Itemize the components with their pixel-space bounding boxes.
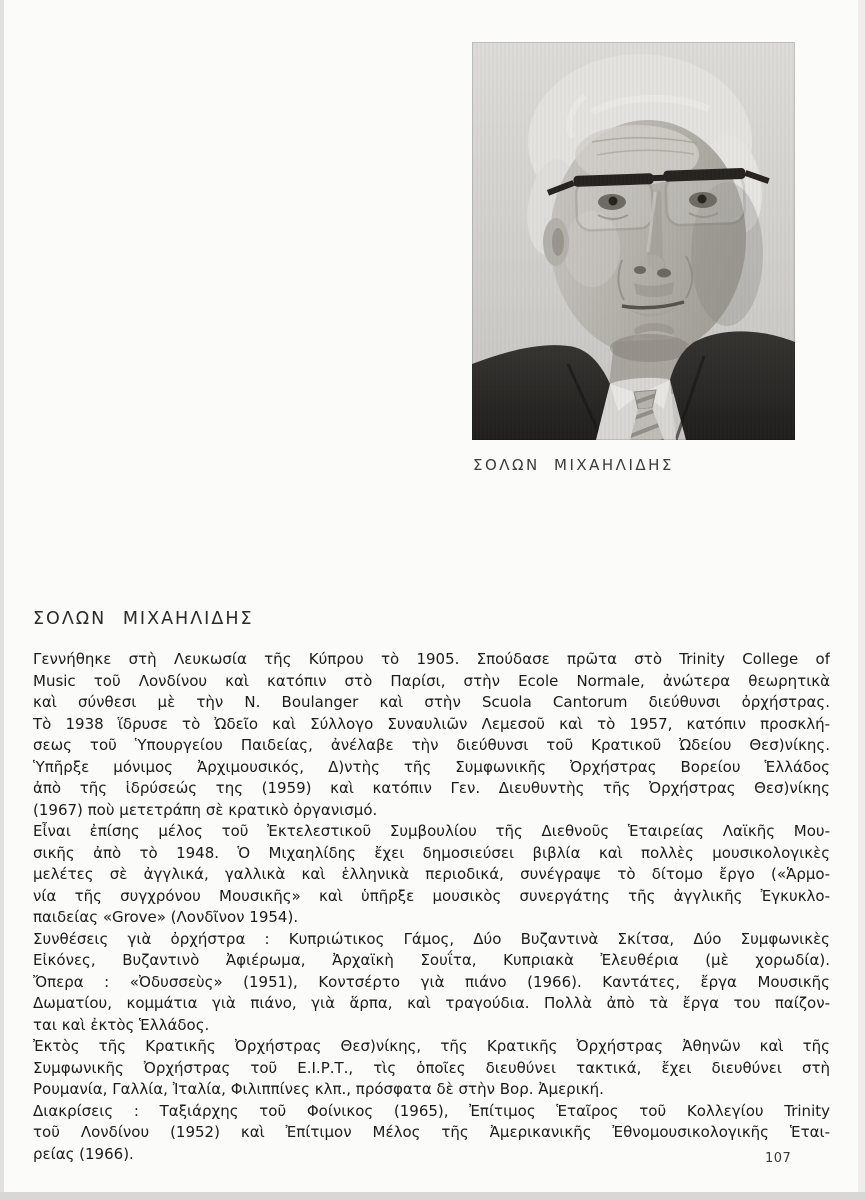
text-line: Εἶναι ἐπίσης μέλος τοῦ Ἐκτελεστικοῦ Συμβουλίου τῆς Διεθνοῦς Ἑταιρείας Λαϊκῆς Μου- [33,822,830,840]
text-line: Ὄπερα : «Ὀδυσσεὺς» (1951), Κοντσέρτο γιὰ πιάνο (1966). Καντάτες, ἔργα Μουσικῆς [33,972,830,991]
scan-edge-right [858,0,865,1200]
text-line: Τὸ 1938 ἵδρυσε τὸ Ὠδεῖο καὶ Σύλλογο Συναυλιῶν Λεμεσοῦ καὶ τὸ 1957, κατόπιν προσκλή- [33,714,830,733]
text-line: Ὑπῆρξε μόνιμος Ἀρχιμουσικός, Δ)ντὴς τῆς Συμφωνικῆς Ὀρχήστρας Βορείου Ἑλλάδος [33,757,830,776]
paragraph [33,649,830,821]
text-line: Ἐκτὸς τῆς Κρατικῆς Ὀρχήστρας Θεσ)νίκης, τῆς Κρατικῆς Ὀρχήστρας Ἀθηνῶν καὶ τῆς [33,1037,830,1055]
portrait-photo-illustration [472,42,795,440]
page-title: ΣΟΛΩΝ ΜΙΧΑΗΛΙΔΗΣ [33,609,254,629]
text-line: ται καὶ ἐκτὸς Ἑλλάδος. [33,1015,210,1034]
paragraph [33,821,830,929]
text-line: Συνθέσεις γιὰ ὀρχήστρα : Κυπριώτικος Γάμος, Δύο Βυζαντινὰ Σκίτσα, Δύο Συμφωνικὲς [33,929,830,948]
scan-edge-left [0,0,4,1200]
scan-edge-bottom [0,1192,865,1200]
text-line: Διακρίσεις : Ταξιάρχης τοῦ Φοίνικος (1965), Ἐπίτιμος Ἑταῖρος τοῦ Κολλεγίου Trinity [33,1101,830,1120]
text-line: σικῆς ἀπὸ τὸ 1948. Ὁ Μιχαηλίδης ἔχει δημοσιεύσει βιβλία καὶ πολλὲς μουσικολογικὲς [33,843,830,862]
text-line: (1967) ποὺ μετετράπη σὲ κρατικὸ ὀργανισμό. [33,800,378,819]
text-line: Music τοῦ Λονδίνου καὶ κατόπιν στὸ Παρίσι, στὴν Ecole Normale, ἀνώτερα θεωρητικὰ [33,671,830,690]
text-line: ἀπὸ τῆς ἱδρύσεώς της (1959) καὶ κατόπιν Γεν. Διευθυντὴς τῆς Ὀρχήστρας Θεσ)νίκης [33,779,830,797]
text-line: τοῦ Λονδίνου (1952) καὶ Ἐπίτιμον Μέλος τῆς Ἀμερικανικῆς Ἐθνομουσικολογικῆς Ἑται- [33,1123,830,1141]
text-line: Συμφωνικῆς Ὀρχήστρας τοῦ Ε.Ι.Ρ.Τ., τὶς ὁποῖες διευθύνει τακτικά, ἔχει διευθύνει στὴ [33,1058,830,1077]
text-line: Ρουμανία, Γαλλία, Ἰταλία, Φιλιππίνες κλπ., πρόσφατα δὲ στὴν Βορ. Ἀμερική. [33,1080,604,1098]
text-line: μελέτες σὲ ἀγγλικά, γαλλικὰ καὶ ἑλληνικὰ περιοδικά, συνέγραψε τὸ δίτομο ἔργο («Ἁρμο- [33,865,830,883]
text-line: Δωματίου, κομμάτια γιὰ πιάνο, γιὰ ἅρπα, καὶ τραγούδια. Πολλὰ ἀπὸ τὰ ἔργα του παίζον- [33,994,830,1012]
text-line: νία τῆς συγχρόνου Μουσικῆς» καὶ ὑπῆρξε μουσικὸς συνεργάτης τῆς ἀγγλικῆς Ἐγκυκλο- [33,886,830,905]
text-line: ρείας (1966). [33,1144,134,1163]
paragraph [33,929,830,1037]
text-line: Γεννήθηκε στὴ Λευκωσία τῆς Κύπρου τὸ 1905. Σπούδασε πρῶτα στὸ Trinity College of [33,650,830,668]
page-number: 107 [765,1151,792,1166]
text-line: καὶ σύνθεσι μὲ τὴν N. Boulanger καὶ στὴν Scuola Cantorum διεύθυνσι ὀρχήστρας. [33,693,830,711]
paragraph [33,1101,830,1166]
biography-text [33,649,830,1165]
portrait-photo [472,42,795,440]
text-line: σεως τοῦ Ὑπουργείου Παιδείας, ἀνέλαβε τὴν διεύθυνσι τοῦ Κρατικοῦ Ὠδείου Θεσ)νίκης. [33,736,830,754]
text-line: παιδείας «Grove» (Λονδῖνον 1954). [33,908,299,926]
paragraph [33,1036,830,1101]
photo-caption: ΣΟΛΩΝ ΜΙΧΑΗΛΙΔΗΣ [473,456,674,474]
text-line: Εἰκόνες, Βυζαντινὸ Ἀφιέρωμα, Ἀρχαϊκὴ Σουΐτα, Κυπριακὰ Ἐλευθέρια (μὲ χορωδία). [33,951,830,969]
